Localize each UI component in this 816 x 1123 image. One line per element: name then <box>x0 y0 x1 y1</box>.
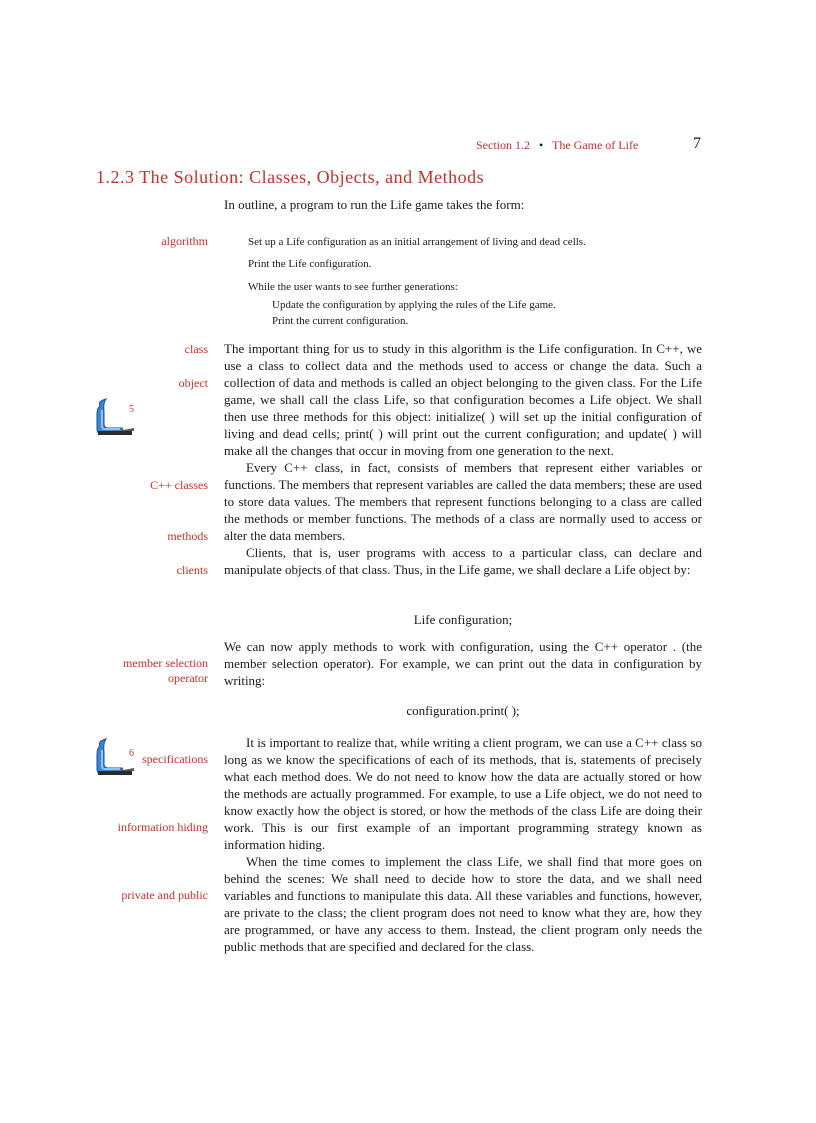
algorithm-line-5: Print the current configuration. <box>272 315 409 327</box>
header-chapter-title: The Game of Life <box>552 138 639 152</box>
code-line-2: configuration.print( ); <box>406 703 520 718</box>
margin-note-specifications: specifications <box>142 752 208 766</box>
section-title: 1.2.3 The Solution: Classes, Objects, and Methods <box>96 167 485 187</box>
program-icon-6-number: 6 <box>129 748 134 759</box>
paragraph-5: It is important to realize that, while writing a client program, we can use a C++ class so long as we know the specifications of each of its methods, that is, statements of precisely what each method does. We do not need to know how the data are actually stored or how the methods are actually programmed. For example, to use a Life object, we do not need to know exactly how the object is stored, or how the methods of the class Life are doing their work. This is our first example of an important programming strategy known as information hiding. <box>224 735 702 852</box>
algorithm-line-2: Print the Life configuration. <box>248 258 372 270</box>
paragraph-4: We can now apply methods to work with configuration, using the C++ operator . (the member selection operator). For example, we can print out the data in configuration by writing: <box>224 639 702 688</box>
body-block-2 <box>224 734 702 955</box>
paragraph-3: Clients, that is, user programs with access to a particular class, can declare and manipulate objects of that class. Thus, in the Life game, we shall declare a Life object by: <box>224 545 702 577</box>
margin-note-member-selection-line2: operator <box>168 671 208 685</box>
body-block-1 <box>224 340 702 578</box>
algorithm-line-1: Set up a Life configuration as an initial arrangement of living and dead cells. <box>248 236 586 248</box>
algorithm-line-3: While the user wants to see further generations: <box>248 281 458 293</box>
program-icon-5-number: 5 <box>129 404 134 415</box>
margin-note-information-hiding: information hiding <box>117 820 208 834</box>
margin-note-object: object <box>178 376 208 390</box>
margin-note-methods: methods <box>167 529 208 543</box>
code-line-1: Life configuration; <box>413 612 513 627</box>
paragraph-2: Every C++ class, in fact, consists of members that represent either variables or functions. The members that represent variables are called the data members; these are used to store data values. The members that represent functions belonging to a class are called the methods or member functions. The methods of a class are normally used to access or alter the data members. <box>224 460 702 543</box>
margin-note-clients: clients <box>176 563 208 577</box>
paragraph-6: When the time comes to implement the class Life, we shall find that more goes on behind the scenes: We shall need to decide how to store the data, and we shall need variables and functions to manipulate this data. All these variables and functions, however, are private to the class; the client program does not need to know what they are, how they are programmed, or have any access to them. Instead, the client program only needs the public methods that are specified and declared for the class. <box>224 854 702 954</box>
program-icon-6 <box>94 738 136 783</box>
header-bullet: • <box>539 138 544 152</box>
intro-text: In outline, a program to run the Life game takes the form: <box>224 197 525 212</box>
margin-note-class: class <box>184 342 208 356</box>
header-section: Section 1.2 <box>476 138 530 152</box>
margin-note-cpp-classes: C++ classes <box>150 478 208 492</box>
running-header <box>476 138 638 153</box>
margin-note-private-public: private and public <box>121 888 208 902</box>
paragraph-1: The important thing for us to study in this algorithm is the Life configuration. In C++, we use a class to collect data and the methods used to access or change the data. Such a collection of data and methods is called an object belonging to the given class. For the Life game, we shall call the class Life, so that configuration becomes a Life object. We shall then use three methods for this object: initialize( ) will set up the initial configuration of living and dead cells; print( ) will print out the current configuration; and update( ) will make all the changes that occur in moving from one generation to the next. <box>224 341 702 458</box>
page-number: 7 <box>693 135 701 152</box>
margin-note-member-selection-line1: member selection <box>123 656 208 670</box>
margin-note-member-selection <box>123 656 208 686</box>
algorithm-line-4: Update the configuration by applying the rules of the Life game. <box>272 299 556 311</box>
margin-note-algorithm: algorithm <box>161 234 208 248</box>
